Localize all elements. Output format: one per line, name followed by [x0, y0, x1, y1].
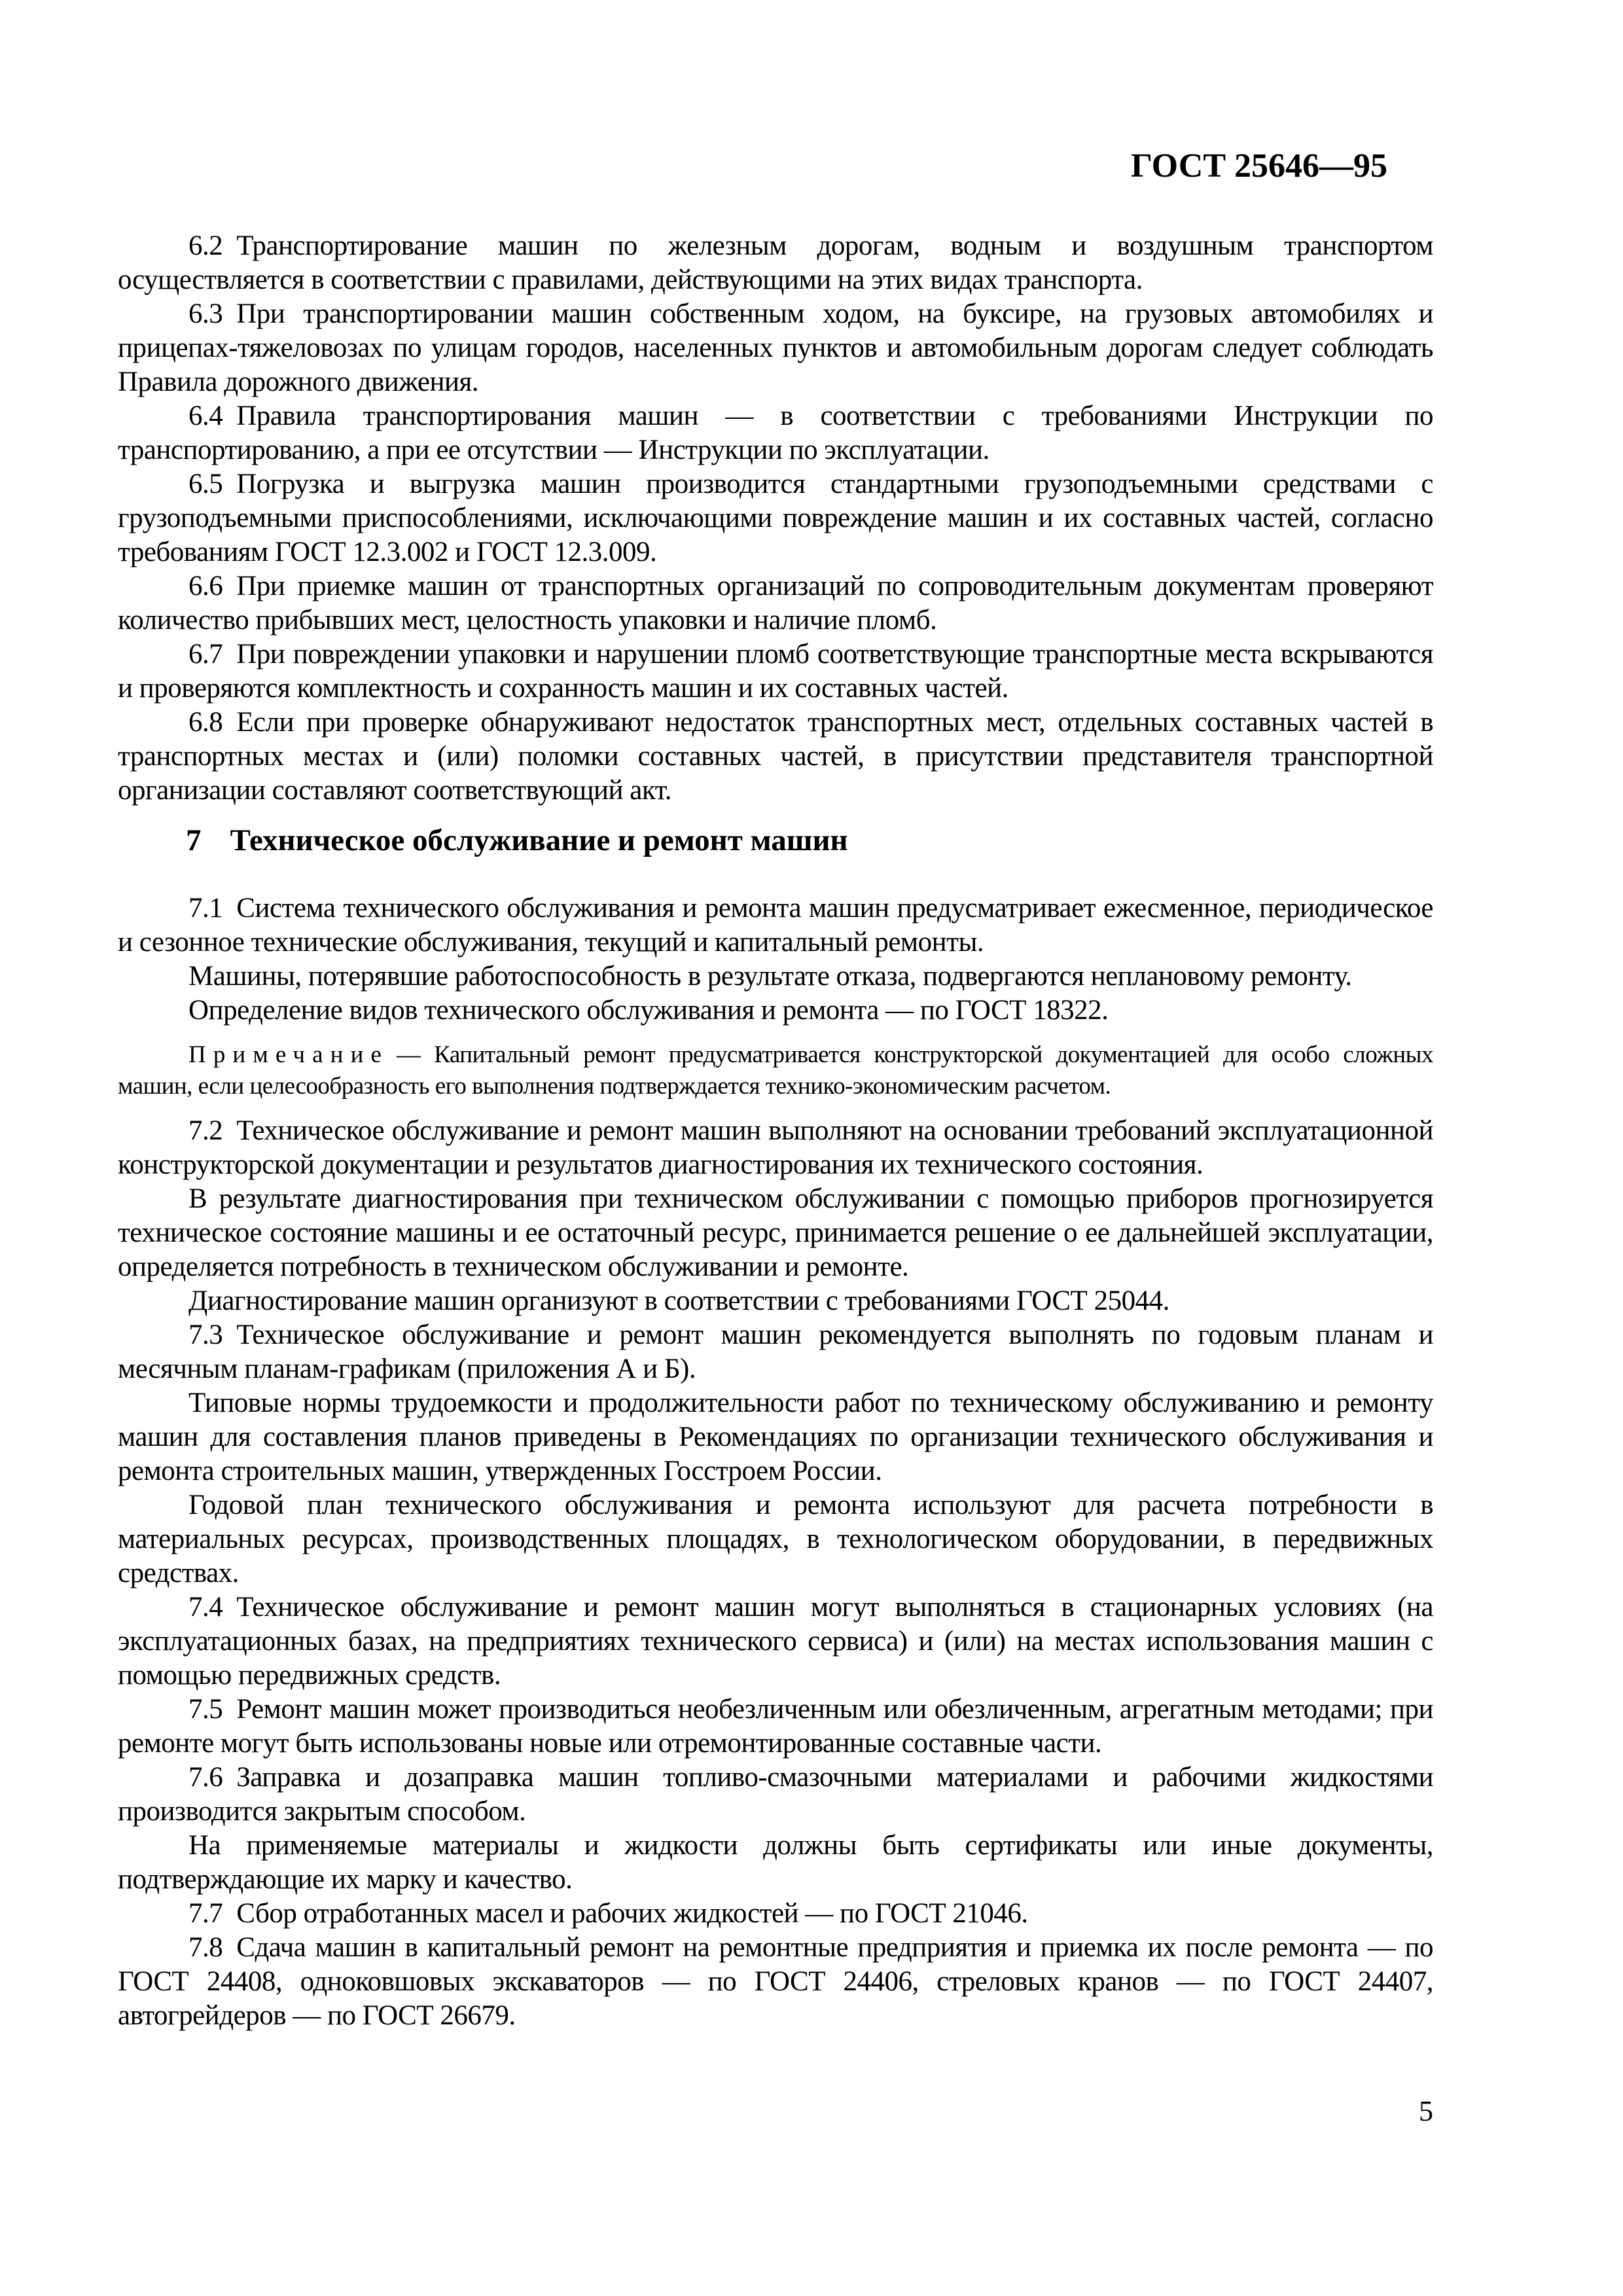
- note-text: — Капитальный ремонт предусматривается конструкторской документацией для особо сложных машин, если целесообразность его выполнения подтверждается технико-экономическим расчетом.: [118, 1041, 1433, 1100]
- paragraph-7-3-cont-1: Типовые нормы трудоемкости и продолжительности работ по техническому обслуживанию и ремонту машин для составления планов приведены в Рекомендациях по организации технического обслуживания и ремонта строительных машин, утвержденных Госстроем России.: [118, 1388, 1433, 1486]
- paragraph-6-3: 6.3 При транспортировании машин собственным ходом, на буксире, на грузовых автомобилях и прицепах-тяжеловозах по улицам городов, населенных пунктов и автомобильным дорогам следует соблюдать Правила дорожного движения.: [118, 298, 1433, 397]
- paragraph-6-5: 6.5 Погрузка и выгрузка машин производится стандартными грузоподъемными средствами с грузоподъемными приспособлениями, исключающими повреждение машин и их составных частей, согласно требованиям ГОСТ 12.3.002 и ГОСТ 12.3.009.: [118, 469, 1433, 567]
- paragraph-6-4: 6.4 Правила транспортирования машин — в соответствии с требованиями Инструкции по транспортированию, а при ее отсутствии — Инструкции по эксплуатации.: [118, 401, 1433, 465]
- paragraph-7-3-cont-2: Годовой план технического обслуживания и ремонта используют для расчета потребности в материальных ресурсах, производственных площадях, в технологическом оборудовании, в передвижных средствах.: [118, 1490, 1433, 1588]
- note-label: Примечание: [188, 1041, 389, 1068]
- paragraph-7-6-cont-1: На применяемые материалы и жидкости должны быть сертификаты или иные документы, подтверждающие их марку и качество.: [118, 1830, 1433, 1895]
- paragraph-7-6: 7.6 Заправка и дозаправка машин топливо-смазочными материалами и рабочими жидкостями производится закрытым способом.: [118, 1762, 1433, 1827]
- paragraph-7-1-cont-2: Определение видов технического обслуживания и ремонта — по ГОСТ 18322.: [188, 995, 1109, 1026]
- paragraph-6-8: 6.8 Если при проверке обнаруживают недостаток транспортных мест, отдельных составных частей в транспортных местах и (или) поломки составных частей, в присутствии представителя транспортной организации составляют соответствующий акт.: [118, 707, 1433, 806]
- paragraph-7-4: 7.4 Техническое обслуживание и ремонт машин могут выполняться в стационарных условиях (на эксплуатационных базах, на предприятиях технического сервиса) и (или) на местах использования машин с помощью передвижных средств.: [118, 1592, 1433, 1691]
- section-7-heading: [118, 822, 1433, 859]
- paragraph-6-6: 6.6 При приемке машин от транспортных организаций по сопроводительным документам проверяют количество прибывших мест, целостность упаковки и наличие пломб.: [118, 571, 1433, 636]
- paragraph-7-7: 7.7 Сбор отработанных масел и рабочих жидкостей — по ГОСТ 21046.: [188, 1898, 1028, 1929]
- document-content: [118, 229, 1433, 2033]
- paragraph-7-3: 7.3 Техническое обслуживание и ремонт машин рекомендуется выполнять по годовым планам и месячным планам-графикам (приложения А и Б).: [118, 1319, 1433, 1384]
- paragraph-7-2-cont-1: В результате диагностирования при техническом обслуживании с помощью приборов прогнозируется техническое состояние машины и ее остаточный ресурс, принимается решение о ее дальнейшей эксплуатации, определяется потребность в техническом обслуживании и ремонте.: [118, 1183, 1433, 1282]
- paragraph-7-8: 7.8 Сдача машин в капитальный ремонт на ремонтные предприятия и приемка их после ремонта — по ГОСТ 24408, одноковшовых экскаваторов — по ГОСТ 24406, стреловых кранов — по ГОСТ 24407, автогрейдеров — по ГОСТ 26679.: [118, 1932, 1433, 2031]
- section-7-number: 7: [186, 823, 202, 857]
- paragraph-7-2-cont-2: Диагностирование машин организуют в соответствии с требованиями ГОСТ 25044.: [188, 1285, 1169, 1316]
- page-number: 5: [1419, 2095, 1433, 2127]
- doc-code-header: ГОСТ 25646—95: [1130, 147, 1387, 185]
- paragraph-6-7: 6.7 При повреждении упаковки и нарушении пломб соответствующие транспортные места вскрываются и проверяются комплектность и сохранность машин и их составных частей.: [118, 639, 1433, 704]
- paragraph-7-2: 7.2 Техническое обслуживание и ремонт машин выполняют на основании требований эксплуатационной конструкторской документации и результатов диагностирования их технического состояния.: [118, 1115, 1433, 1180]
- note-paragraph: [118, 1039, 1433, 1102]
- paragraph-7-5: 7.5 Ремонт машин может производиться необезличенным или обезличенным, агрегатным методами; при ремонте могут быть использованы новые или отремонтированные составные части.: [118, 1694, 1433, 1759]
- paragraph-7-1: 7.1 Система технического обслуживания и ремонта машин предусматривает ежесменное, периодическое и сезонное технические обслуживания, текущий и капитальный ремонты.: [118, 893, 1433, 958]
- section-7-title: Техническое обслуживание и ремонт машин: [230, 823, 848, 857]
- paragraph-6-2: 6.2 Транспортирование машин по железным дорогам, водным и воздушным транспортом осуществляется в соответствии с правилами, действующими на этих видах транспорта.: [118, 230, 1433, 295]
- paragraph-7-1-cont-1: Машины, потерявшие работоспособность в результате отказа, подвергаются неплановому ремонту.: [188, 961, 1352, 992]
